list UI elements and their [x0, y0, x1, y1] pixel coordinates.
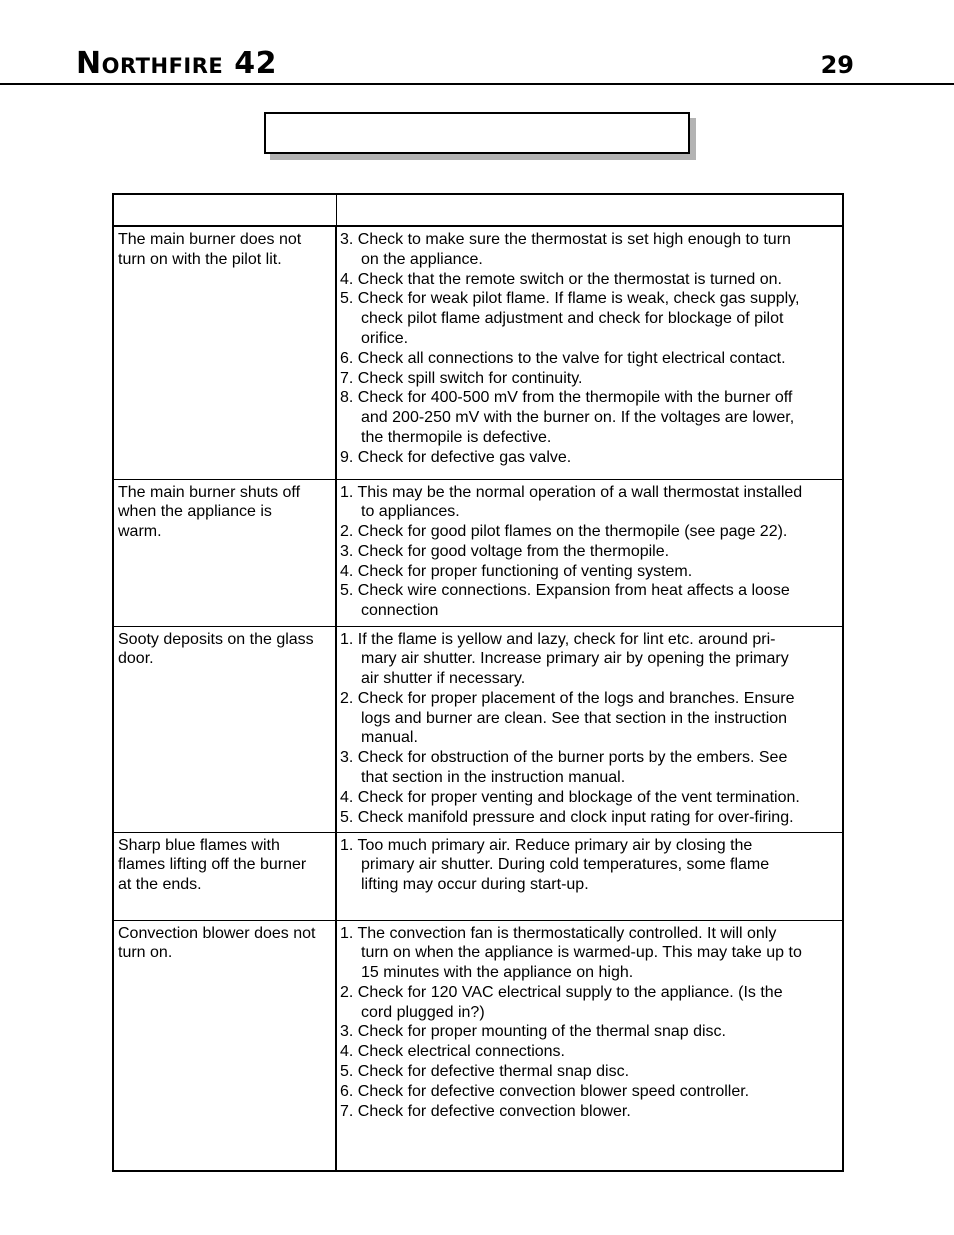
- solution-cell: [336, 479, 843, 626]
- solution-step: [340, 788, 840, 808]
- problem-text-line: Convection blower does not: [118, 924, 316, 942]
- table-header-row: [113, 194, 843, 226]
- solution-step: [340, 1102, 840, 1122]
- problem-text-line: turn on with the pilot lit.: [118, 250, 282, 268]
- solution-step-text: orifice.: [361, 329, 409, 347]
- problem-text-line: warm.: [118, 523, 162, 541]
- solution-step: [340, 689, 840, 748]
- solution-step-text: and 200-250 mV with the burner on. If the voltages are lower,: [361, 409, 795, 427]
- solution-step: [340, 369, 840, 389]
- table-row: [113, 226, 843, 479]
- solution-step-text: 1. If the flame is yellow and lazy, check for lint etc. around pri-: [340, 630, 776, 648]
- solution-step-text: mary air shutter. Increase primary air by opening the primary: [361, 650, 789, 668]
- solution-step-text: cord plugged in?): [361, 1003, 485, 1021]
- solution-step: [340, 270, 840, 290]
- solution-step-text: 1. Too much primary air. Reduce primary air by closing the: [340, 836, 753, 854]
- table-row: [113, 920, 843, 1171]
- solution-step: [340, 581, 840, 621]
- solution-step-text: 5. Check for defective thermal snap disc.: [340, 1063, 630, 1081]
- solution-step-text: 2. Check for 120 VAC electrical supply to the appliance. (Is the: [340, 983, 783, 1001]
- table-row: [113, 832, 843, 920]
- problem-text-line: Sooty deposits on the glass: [118, 630, 314, 648]
- problem-text-line: The main burner shuts off: [118, 483, 301, 501]
- table-row: [113, 479, 843, 626]
- solution-step: [340, 808, 840, 828]
- solution-step: [340, 1042, 840, 1062]
- solution-cell: [336, 832, 843, 920]
- solution-step-text: 5. Check manifold pressure and clock input rating for over-firing.: [340, 808, 794, 826]
- solution-cell: [336, 626, 843, 832]
- solution-step-text: 3. Check for obstruction of the burner ports by the embers. See: [340, 749, 788, 767]
- solution-step-text: 6. Check for defective convection blower speed controller.: [340, 1082, 750, 1100]
- solution-step: [340, 289, 840, 348]
- problem-cell: [113, 920, 336, 1171]
- solution-step-text: lifting may occur during start-up.: [361, 876, 589, 894]
- problem-text-line: when the appliance is: [118, 503, 272, 521]
- solution-step-text: 2. Check for good pilot flames on the thermopile (see page 22).: [340, 523, 788, 541]
- problem-text-line: Sharp blue flames with: [118, 836, 280, 854]
- solution-step: [340, 924, 840, 983]
- problem-column-header: [113, 194, 336, 226]
- solution-step: [340, 388, 840, 447]
- solution-step-text: 8. Check for 400-500 mV from the thermopile with the burner off: [340, 389, 793, 407]
- solution-step-text: 5. Check wire connections. Expansion from heat affects a loose: [340, 582, 790, 600]
- solution-step: [340, 542, 840, 562]
- solution-step-text: connection: [361, 602, 439, 620]
- solution-step-text: to appliances.: [361, 503, 460, 521]
- solution-step-text: 1. The convection fan is thermostatically controlled. It will only: [340, 924, 777, 942]
- problem-text-line: at the ends.: [118, 876, 202, 894]
- problem-cell: [113, 832, 336, 920]
- solution-step-text: logs and burner are clean. See that section in the instruction: [361, 709, 788, 727]
- solution-step-text: check pilot flame adjustment and check for blockage of pilot: [361, 310, 784, 328]
- solution-step-text: 4. Check for proper venting and blockage of the vent termination.: [340, 788, 800, 806]
- solution-step-text: turn on when the appliance is warmed-up. This may take up to: [361, 944, 802, 962]
- solution-step-text: 4. Check that the remote switch or the thermostat is turned on.: [340, 270, 782, 288]
- solution-step-text: 3. Check to make sure the thermostat is set high enough to turn: [340, 231, 791, 248]
- page-number: 29: [820, 51, 854, 79]
- solution-step-text: 3. Check for good voltage from the thermopile.: [340, 542, 670, 560]
- solution-step: [340, 349, 840, 369]
- solution-step: [340, 483, 840, 523]
- solution-step: [340, 230, 840, 270]
- solution-step-text: 7. Check spill switch for continuity.: [340, 369, 583, 387]
- problem-cell: [113, 226, 336, 479]
- solution-step-text: air shutter if necessary.: [361, 670, 526, 688]
- solution-step-text: 4. Check for proper functioning of venting system.: [340, 562, 693, 580]
- solution-step-text: 2. Check for proper placement of the logs and branches. Ensure: [340, 689, 795, 707]
- header-rule: [0, 83, 954, 85]
- solution-step: [340, 448, 840, 468]
- solution-step: [340, 562, 840, 582]
- solution-step: [340, 836, 840, 895]
- solution-step-text: 1. This may be the normal operation of a wall thermostat installed: [340, 483, 803, 501]
- solution-step: [340, 630, 840, 689]
- solution-cell: [336, 920, 843, 1171]
- solution-step-text: 9. Check for defective gas valve.: [340, 448, 572, 466]
- document-title: Northfire 42: [76, 46, 277, 81]
- solution-step-text: primary air shutter. During cold temperatures, some flame: [361, 856, 770, 874]
- solution-column-header: [336, 194, 843, 226]
- problem-text-line: turn on.: [118, 944, 173, 962]
- solution-step: [340, 748, 840, 788]
- solution-step: [340, 1022, 840, 1042]
- section-title-box: [264, 112, 690, 154]
- solution-cell: [336, 226, 843, 479]
- problem-cell: [113, 479, 336, 626]
- solution-step-text: that section in the instruction manual.: [361, 769, 626, 787]
- solution-step: [340, 983, 840, 1023]
- problem-text-line: flames lifting off the burner: [118, 856, 307, 874]
- solution-step-text: 6. Check all connections to the valve for tight electrical contact.: [340, 349, 786, 367]
- solution-step: [340, 1082, 840, 1102]
- problem-text-line: door.: [118, 650, 154, 668]
- table-row: [113, 626, 843, 832]
- solution-step-text: 3. Check for proper mounting of the thermal snap disc.: [340, 1023, 726, 1041]
- solution-step-text: 5. Check for weak pilot flame. If flame is weak, check gas supply,: [340, 290, 800, 308]
- solution-step-text: 7. Check for defective convection blower.: [340, 1102, 631, 1120]
- problem-cell: [113, 626, 336, 832]
- solution-step-text: on the appliance.: [361, 250, 483, 268]
- solution-step: [340, 1062, 840, 1082]
- solution-step-text: 4. Check electrical connections.: [340, 1043, 565, 1061]
- solution-step-text: 15 minutes with the appliance on high.: [361, 964, 634, 982]
- solution-step-text: the thermopile is defective.: [361, 428, 552, 446]
- problem-text-line: The main burner does not: [118, 231, 302, 248]
- solution-step-text: manual.: [361, 729, 418, 747]
- troubleshooting-table: [112, 193, 844, 1172]
- solution-step: [340, 522, 840, 542]
